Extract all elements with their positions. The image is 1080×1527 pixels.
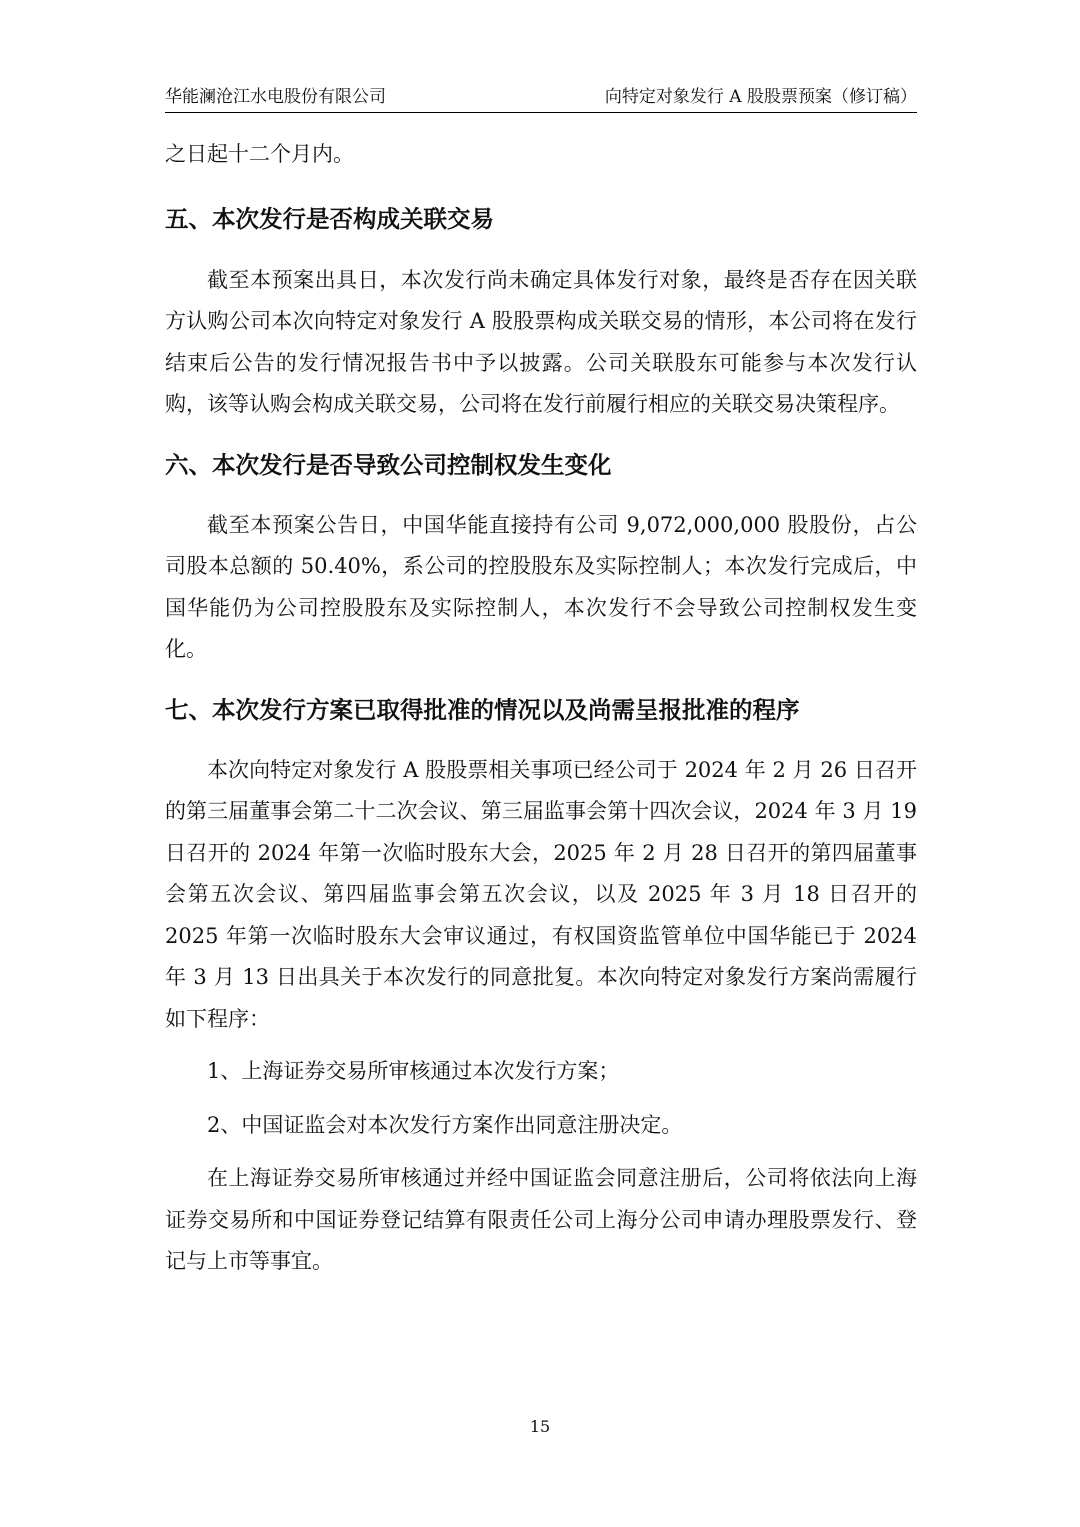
continuation-text: 之日起十二个月内。 (165, 142, 354, 166)
section-5-paragraph: 截至本预案出具日，本次发行尚未确定具体发行对象，最终是否存在因关联方认购公司本次向特定对象发行 A 股股票构成关联交易的情形，本公司将在发行结束后公告的发行情况报告书中予以披露。公司关联股东可能参与本次发行认购，该等认购会构成关联交易，公司将在发行前履行相应的关联交易决策程序。 (165, 267, 917, 416)
section-7-heading: 七、本次发行方案已取得批准的情况以及尚需呈报批准的程序 (165, 695, 800, 724)
page-header (165, 82, 917, 113)
section-7-paragraph: 本次向特定对象发行 A 股股票相关事项已经公司于 2024 年 2 月 26 日召开的第三届董事会第二十二次会议、第三届监事会第十四次会议，2024 年 3 月 19 日召开的 2024 年第一次临时股东大会，2025 年 2 月 28 日召开的第四届董事会第五次会议、第四届监事会第五次会议，以及 2025 年 3 月 18 日召开的 2025 年第一次临时股东大会审议通过，有权国资监管单位中国华能已于 2024 年 3 月 13 日出具关于本次发行的同意批复。本次向特定对象发行方案尚需履行如下程序： (165, 757, 917, 1031)
section-6-paragraph: 截至本预案公告日，中国华能直接持有公司 9,072,000,000 股股份，占公司股本总额的 50.40%，系公司的控股股东及实际控制人；本次发行完成后，中国华能仍为公司控股股东及实际控制人，本次发行不会导致公司控制权发生变化。 (165, 512, 917, 661)
section-7-closing-paragraph: 在上海证券交易所审核通过并经中国证监会同意注册后，公司将依法向上海证券交易所和中国证券登记结算有限责任公司上海分公司申请办理股票发行、登记与上市等事宜。 (165, 1166, 917, 1273)
section-6-heading: 六、本次发行是否导致公司控制权发生变化 (165, 450, 612, 479)
header-document-title: 向特定对象发行 A 股股票预案（修订稿） (604, 87, 917, 107)
page-body (165, 134, 917, 1283)
section-7-item-1: 1、上海证券交易所审核通过本次发行方案； (207, 1059, 620, 1083)
section-5-heading: 五、本次发行是否构成关联交易 (165, 204, 494, 233)
section-7-item-2: 2、中国证监会对本次发行方案作出同意注册决定。 (207, 1112, 683, 1137)
header-company-name: 华能澜沧江水电股份有限公司 (165, 87, 386, 107)
page-number: 15 (529, 1417, 551, 1436)
